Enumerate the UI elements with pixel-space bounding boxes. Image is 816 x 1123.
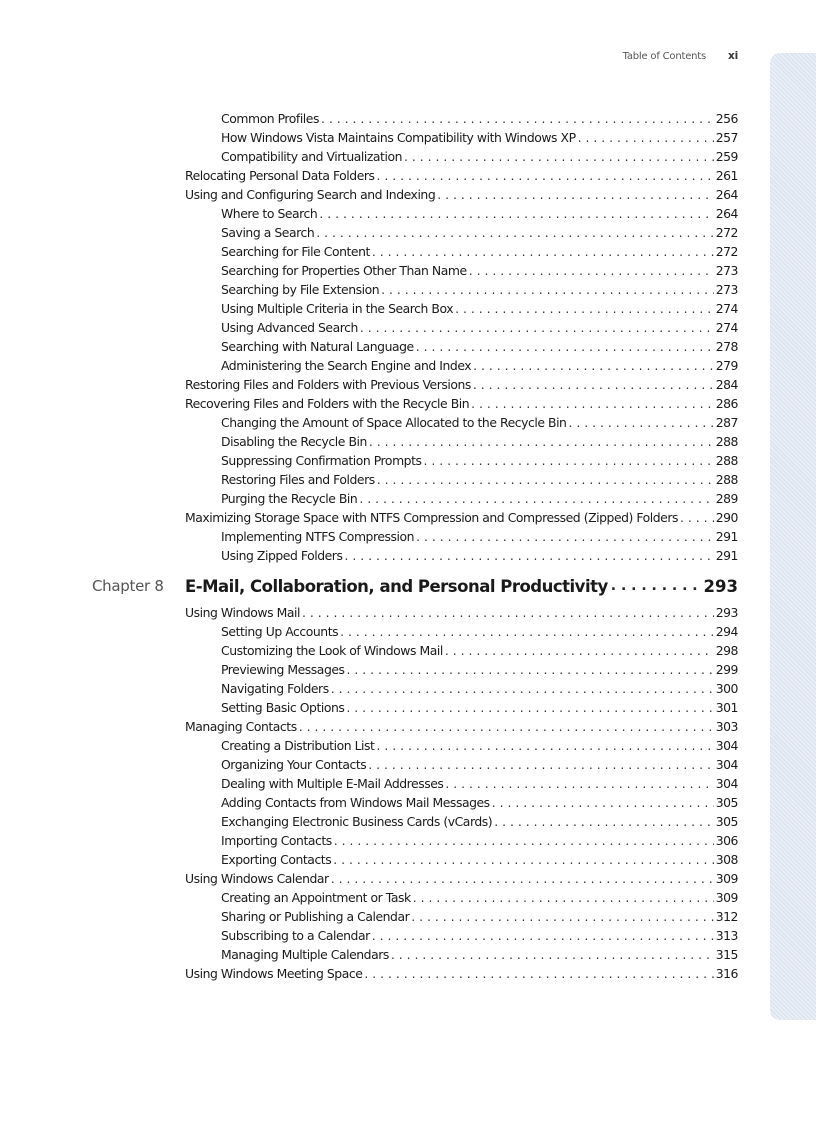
dot-leader — [372, 244, 714, 259]
chapter-label: Chapter 8 — [92, 577, 164, 595]
toc-entry-page-number: 304 — [715, 757, 738, 772]
toc-entry-page-number: 273 — [715, 263, 738, 278]
toc-entry-page-number: 291 — [715, 548, 738, 563]
toc-entry-subsection[interactable] — [185, 472, 738, 491]
toc-entry-subsection[interactable] — [185, 890, 738, 909]
thumb-tab — [770, 53, 816, 1020]
dot-leader — [299, 719, 714, 734]
toc-entry-subsection[interactable] — [185, 225, 738, 244]
toc-entry-section[interactable] — [185, 377, 738, 396]
toc-entry-page-number: 273 — [715, 282, 738, 297]
dot-leader — [377, 168, 714, 183]
dot-leader — [360, 320, 714, 335]
toc-entry-subsection[interactable] — [185, 909, 738, 928]
toc-entry-title: Using Windows Meeting Space — [185, 966, 363, 981]
toc-entry-title: Using Windows Calendar — [185, 871, 329, 886]
toc-entry-page-number: 298 — [715, 643, 738, 658]
dot-leader — [369, 434, 714, 449]
toc-entry-subsection[interactable] — [185, 434, 738, 453]
toc-entry-page-number: 279 — [715, 358, 738, 373]
toc-entry-subsection[interactable] — [185, 358, 738, 377]
toc-entry-title: Exchanging Electronic Business Cards (vCards) — [221, 814, 493, 829]
dot-leader — [445, 643, 714, 658]
toc-entry-page-number: 272 — [715, 244, 738, 259]
toc-entry-subsection[interactable] — [185, 947, 738, 966]
dot-leader — [334, 833, 714, 848]
toc-entry-page-number: 313 — [715, 928, 738, 943]
toc-entry-title: Suppressing Confirmation Prompts — [221, 453, 422, 468]
dot-leader — [347, 662, 714, 677]
toc-entry-title: Common Profiles — [221, 111, 319, 126]
toc-entry-title: Relocating Personal Data Folders — [185, 168, 375, 183]
toc-entry-page-number: 293 — [715, 605, 738, 620]
dot-leader — [445, 776, 713, 791]
toc-entry-section[interactable] — [185, 510, 738, 529]
toc-entry-subsection[interactable] — [185, 529, 738, 548]
toc-entry-title: Changing the Amount of Space Allocated to the Recycle Bin — [221, 415, 567, 430]
dot-leader — [404, 149, 714, 164]
toc-entry-title: Previewing Messages — [221, 662, 345, 677]
toc-entry-page-number: 316 — [715, 966, 738, 981]
toc-entry-title: Managing Multiple Calendars — [221, 947, 389, 962]
toc-entry-title: Saving a Search — [221, 225, 315, 240]
dot-leader — [377, 472, 714, 487]
toc-entry-page-number: 261 — [715, 168, 738, 183]
dot-leader — [331, 871, 714, 886]
toc-entry-title: How Windows Vista Maintains Compatibility with Windows XP — [221, 130, 576, 145]
dot-leader — [416, 339, 714, 354]
toc-entry-title: Searching for Properties Other Than Name — [221, 263, 467, 278]
toc-entry-page-number: 294 — [715, 624, 738, 639]
toc-entry-title: Dealing with Multiple E-Mail Addresses — [221, 776, 444, 791]
toc-entry-page-number: 304 — [715, 738, 738, 753]
dot-leader — [346, 700, 713, 715]
toc-entry-subsection[interactable] — [185, 415, 738, 434]
toc-entry-page-number: 306 — [715, 833, 738, 848]
toc-entry-subsection[interactable] — [185, 111, 738, 130]
toc-entry-page-number: 284 — [715, 377, 738, 392]
dot-leader — [680, 510, 714, 525]
toc-entry-page-number: 301 — [715, 700, 738, 715]
toc-entry-subsection[interactable] — [185, 928, 738, 947]
toc-entry-title: Using Zipped Folders — [221, 548, 343, 563]
toc-entry-subsection[interactable] — [185, 130, 738, 149]
dot-leader — [568, 415, 713, 430]
toc-entry-section[interactable] — [185, 168, 738, 187]
toc-entry-title: Restoring Files and Folders with Previous Versions — [185, 377, 471, 392]
chapter-title: E-Mail, Collaboration, and Personal Productivity — [185, 576, 608, 596]
toc-entry-subsection[interactable] — [185, 320, 738, 339]
toc-entry-title: Disabling the Recycle Bin — [221, 434, 367, 449]
toc-entry-page-number: 290 — [715, 510, 738, 525]
toc-entry-section[interactable] — [185, 396, 738, 415]
dot-leader — [424, 453, 714, 468]
toc-entry-section[interactable] — [185, 966, 738, 985]
toc-entry-title: Exporting Contacts — [221, 852, 332, 867]
toc-entry-title: Searching with Natural Language — [221, 339, 414, 354]
dot-leader — [321, 111, 714, 126]
toc-entry-page-number: 308 — [715, 852, 738, 867]
toc-entry-page-number: 288 — [715, 472, 738, 487]
toc-entry-page-number: 300 — [715, 681, 738, 696]
toc-entry-page-number: 299 — [715, 662, 738, 677]
toc-entry-title: Navigating Folders — [221, 681, 329, 696]
toc-entry-title: Recovering Files and Folders with the Recycle Bin — [185, 396, 470, 411]
dot-leader — [611, 578, 701, 594]
toc-entry-subsection[interactable] — [185, 491, 738, 510]
toc-entry-title: Creating an Appointment or Task — [221, 890, 411, 905]
toc-entry-subsection[interactable] — [185, 149, 738, 168]
toc-entry-page-number: 304 — [715, 776, 738, 791]
toc-entry-subsection[interactable] — [185, 643, 738, 662]
dot-leader — [302, 605, 714, 620]
dot-leader — [494, 814, 714, 829]
dot-leader — [333, 852, 713, 867]
toc-entry-subsection[interactable] — [185, 757, 738, 776]
dot-leader — [368, 757, 713, 772]
dot-leader — [319, 206, 713, 221]
toc-entry-title: Sharing or Publishing a Calendar — [221, 909, 410, 924]
toc-entry-page-number: 278 — [715, 339, 738, 354]
toc-entry-title: Setting Basic Options — [221, 700, 345, 715]
toc-entry-title: Adding Contacts from Windows Mail Messages — [221, 795, 490, 810]
dot-leader — [376, 738, 713, 753]
toc-entry-section[interactable] — [185, 871, 738, 890]
toc-entry-title: Compatibility and Virtualization — [221, 149, 402, 164]
toc-entry-section[interactable] — [185, 605, 738, 624]
dot-leader — [364, 966, 713, 981]
toc-entry-subsection[interactable] — [185, 244, 738, 263]
toc-entry-page-number: 309 — [715, 871, 738, 886]
running-head-title: Table of Contents — [622, 51, 707, 62]
dot-leader — [344, 548, 713, 563]
toc-entry-title: Using Windows Mail — [185, 605, 300, 620]
dot-leader — [372, 928, 714, 943]
toc-entry-page-number: 286 — [715, 396, 738, 411]
toc-entry-subsection[interactable] — [185, 814, 738, 833]
toc-entry-subsection[interactable] — [185, 776, 738, 795]
toc-entry-subsection[interactable] — [185, 453, 738, 472]
toc-entry-subsection[interactable] — [185, 795, 738, 814]
toc-entry-subsection[interactable] — [185, 301, 738, 320]
toc-entry-page-number: 274 — [715, 320, 738, 335]
toc-entry-subsection[interactable] — [185, 833, 738, 852]
toc-entry-page-number: 287 — [715, 415, 738, 430]
toc-entry-page-number: 305 — [715, 814, 738, 829]
toc-entry-page-number: 305 — [715, 795, 738, 810]
toc-entry-title: Searching for File Content — [221, 244, 370, 259]
toc-entry-page-number: 288 — [715, 453, 738, 468]
toc-entry-subsection[interactable] — [185, 852, 738, 871]
toc-entry-subsection[interactable] — [185, 662, 738, 681]
toc-entry-title: Maximizing Storage Space with NTFS Compression and Compressed (Zipped) Folders — [185, 510, 679, 525]
toc-entry-title: Subscribing to a Calendar — [221, 928, 370, 943]
toc-entry-page-number: 264 — [715, 187, 738, 202]
toc-entry-title: Using Advanced Search — [221, 320, 358, 335]
toc-entry-page-number: 256 — [715, 111, 738, 126]
dot-leader — [316, 225, 713, 240]
toc-entry-title: Managing Contacts — [185, 719, 297, 734]
toc-entry-title: Setting Up Accounts — [221, 624, 339, 639]
dot-leader — [331, 681, 714, 696]
dot-leader — [413, 890, 714, 905]
toc-entry-page-number: 312 — [715, 909, 738, 924]
toc-entry-section[interactable] — [185, 719, 738, 738]
toc-entry-title: Searching by File Extension — [221, 282, 380, 297]
toc-entry-title: Using Multiple Criteria in the Search Box — [221, 301, 454, 316]
dot-leader — [455, 301, 714, 316]
chapter-page-number: 293 — [703, 576, 738, 596]
dot-leader — [578, 130, 714, 145]
toc-entry-subsection[interactable] — [185, 624, 738, 643]
toc-entry-title: Restoring Files and Folders — [221, 472, 375, 487]
dot-leader — [469, 263, 714, 278]
toc-entry-section[interactable] — [185, 187, 738, 206]
toc-entry-page-number: 272 — [715, 225, 738, 240]
toc-entry-subsection[interactable] — [185, 681, 738, 700]
dot-leader — [471, 396, 714, 411]
dot-leader — [416, 529, 714, 544]
toc-section-chapter-7-continued — [185, 111, 738, 567]
dot-leader — [473, 358, 714, 373]
toc-entry-title: Implementing NTFS Compression — [221, 529, 415, 544]
toc-entry-subsection[interactable] — [185, 548, 738, 567]
dot-leader — [359, 491, 713, 506]
toc-entry-subsection[interactable] — [185, 700, 738, 719]
toc-entry-subsection[interactable] — [185, 282, 738, 301]
toc-entry-title: Importing Contacts — [221, 833, 332, 848]
running-head — [623, 50, 738, 62]
toc-entry-title: Customizing the Look of Windows Mail — [221, 643, 443, 658]
toc-entry-subsection[interactable] — [185, 263, 738, 282]
toc-entry-title: Using and Configuring Search and Indexing — [185, 187, 436, 202]
toc-entry-title: Creating a Distribution List — [221, 738, 375, 753]
dot-leader — [492, 795, 714, 810]
toc-entry-page-number: 289 — [715, 491, 738, 506]
toc-entry-title: Organizing Your Contacts — [221, 757, 367, 772]
dot-leader — [473, 377, 714, 392]
table-of-contents — [92, 111, 738, 985]
toc-entry-page-number: 259 — [715, 149, 738, 164]
dot-leader — [437, 187, 713, 202]
chapter-heading[interactable] — [92, 567, 738, 605]
dot-leader — [391, 947, 714, 962]
toc-entry-subsection[interactable] — [185, 206, 738, 225]
running-head-page-number: xi — [728, 50, 738, 62]
dot-leader — [381, 282, 714, 297]
toc-entry-page-number: 264 — [715, 206, 738, 221]
toc-entry-page-number: 274 — [715, 301, 738, 316]
toc-entry-subsection[interactable] — [185, 738, 738, 757]
toc-section-chapter-8 — [185, 605, 738, 985]
toc-entry-page-number: 291 — [715, 529, 738, 544]
toc-entry-page-number: 288 — [715, 434, 738, 449]
toc-entry-subsection[interactable] — [185, 339, 738, 358]
toc-entry-page-number: 257 — [715, 130, 738, 145]
toc-entry-page-number: 315 — [715, 947, 738, 962]
toc-entry-title: Where to Search — [221, 206, 318, 221]
dot-leader — [411, 909, 713, 924]
toc-entry-title: Purging the Recycle Bin — [221, 491, 358, 506]
dot-leader — [340, 624, 714, 639]
toc-entry-page-number: 309 — [715, 890, 738, 905]
toc-entry-page-number: 303 — [715, 719, 738, 734]
toc-entry-title: Administering the Search Engine and Index — [221, 358, 472, 373]
